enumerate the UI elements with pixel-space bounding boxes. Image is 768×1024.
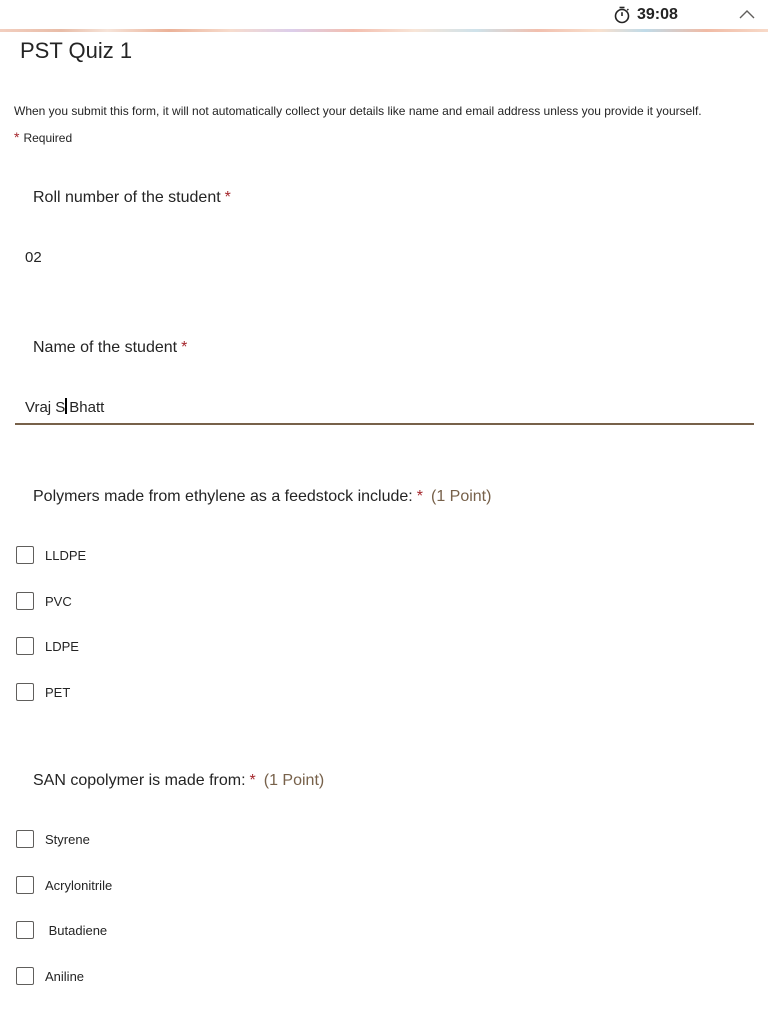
form-title: PST Quiz 1: [20, 38, 133, 63]
question-points: (1 Point): [430, 488, 492, 505]
required-star: *: [416, 488, 423, 505]
option-lldpe[interactable]: [16, 544, 86, 566]
option-acrylonitrile[interactable]: [16, 874, 112, 896]
quiz-timer: [613, 4, 678, 26]
required-note: [14, 129, 72, 145]
privacy-note: When you submit this form, it will not automatically collect your details like name and email address unless you provide it yourself.: [14, 104, 702, 118]
checkbox[interactable]: [16, 637, 34, 655]
text-cursor: [65, 398, 67, 414]
required-star: *: [224, 189, 231, 206]
question-4-title: [33, 772, 324, 790]
checkbox[interactable]: [16, 683, 34, 701]
student-name-value-end: Bhatt: [69, 399, 105, 416]
student-name-input[interactable]: [15, 391, 754, 425]
checkbox[interactable]: [16, 592, 34, 610]
checkbox[interactable]: [16, 830, 34, 848]
checkbox[interactable]: [16, 967, 34, 985]
question-text: Polymers made from ethylene as a feedstock include:: [33, 488, 413, 505]
option-label: Aniline: [45, 968, 85, 984]
roll-number-value: 02: [25, 249, 42, 266]
option-label: LDPE: [45, 638, 79, 654]
option-pvc[interactable]: [16, 590, 72, 612]
question-text: SAN copolymer is made from:: [33, 772, 246, 789]
question-text: Name of the student: [33, 339, 178, 356]
collapse-button[interactable]: [737, 6, 757, 24]
banner-decoration: [0, 29, 768, 32]
option-label: PVC: [45, 593, 72, 609]
option-styrene[interactable]: [16, 828, 90, 850]
question-points: (1 Point): [263, 772, 325, 789]
option-label: Styrene: [45, 831, 90, 847]
checkbox[interactable]: [16, 546, 34, 564]
required-star: *: [249, 772, 256, 789]
roll-number-input[interactable]: [15, 241, 754, 275]
option-label: Acrylonitrile: [45, 877, 113, 893]
question-3-title: [33, 488, 491, 506]
option-ldpe[interactable]: [16, 635, 79, 657]
required-label: Required: [23, 131, 73, 145]
option-aniline[interactable]: [16, 965, 84, 987]
option-label: LLDPE: [45, 547, 87, 563]
checkbox[interactable]: [16, 876, 34, 894]
chevron-up-icon: [737, 6, 757, 24]
question-1-title: [33, 189, 231, 207]
option-pet[interactable]: [16, 681, 70, 703]
required-star: *: [14, 129, 20, 145]
question-2-title: [33, 339, 187, 357]
required-star: *: [181, 339, 188, 356]
student-name-value-start: Vraj S: [25, 399, 66, 416]
stopwatch-icon: [613, 6, 631, 24]
question-text: Roll number of the student: [33, 189, 221, 206]
option-label: Butadiene: [45, 922, 108, 938]
option-butadiene[interactable]: [16, 919, 107, 941]
option-label: PET: [45, 684, 71, 700]
checkbox[interactable]: [16, 921, 34, 939]
timer-text: 39:08: [637, 6, 678, 23]
